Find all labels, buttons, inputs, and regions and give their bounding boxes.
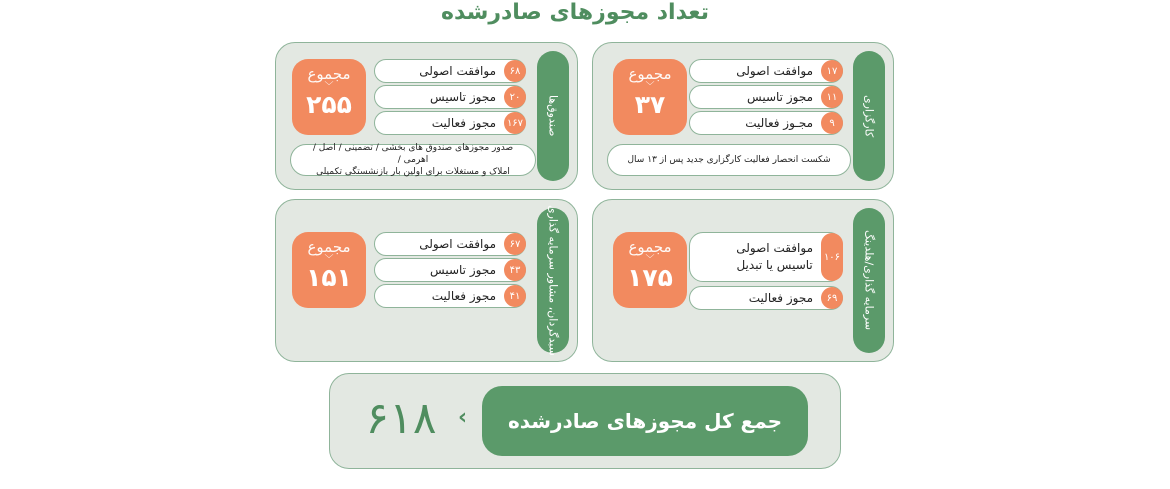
total-label: مجموع	[307, 65, 351, 83]
total-value: ۲۵۵	[306, 90, 352, 119]
card-portfolio-advisor-title: سبدگردان، مشاور سرمایه گذاری	[537, 208, 569, 353]
chevron-left-icon: ‹	[458, 405, 468, 430]
chevron-down-icon: ﹀	[324, 82, 334, 92]
total-box	[613, 59, 687, 135]
note-line-1: صدور مجوزهای صندوق های بخشی / تضمینی / اصل / اهرمی /	[312, 143, 514, 165]
row-activity-license	[689, 111, 843, 135]
count-badge: ۶۹	[821, 287, 843, 309]
page-title: تعداد مجوزهای صادرشده	[441, 0, 709, 25]
card-portfolio-advisor	[275, 199, 578, 362]
row-activity-license	[689, 286, 843, 310]
row-principal-approval	[374, 59, 526, 83]
card-funds	[275, 42, 578, 190]
count-badge: ۱۷	[821, 60, 843, 82]
total-label: مجموع	[307, 238, 351, 256]
card-funds-title: صندوق‌ها	[537, 51, 569, 181]
count-badge: ۶۷	[504, 233, 526, 255]
row-establishment-license	[374, 258, 526, 282]
card-brokerage-title: کارگزاری	[853, 51, 885, 181]
row-principal-approval	[689, 59, 843, 83]
note-line-2: املاک و مستغلات برای اولین بار بازنشستگی تکمیلی	[316, 167, 510, 177]
row-label: مجوز تاسیس	[430, 263, 496, 277]
row-principal-approval	[374, 232, 526, 256]
count-badge: ۴۳	[504, 259, 526, 281]
summary-label: جمع کل مجوزهای صادرشده	[482, 386, 808, 456]
chevron-down-icon: ﹀	[324, 255, 334, 265]
count-badge: ۹	[821, 112, 843, 134]
total-box	[613, 232, 687, 308]
count-badge: ۲۰	[504, 86, 526, 108]
total-value: ۱۷۵	[627, 263, 673, 292]
count-badge: ۱۶۷	[504, 112, 526, 134]
total-box	[292, 232, 366, 308]
card-brokerage	[592, 42, 894, 190]
count-badge: ۶۸	[504, 60, 526, 82]
total-value: ۳۷	[634, 90, 666, 119]
row-establishment-license	[689, 85, 843, 109]
row-activity-license	[374, 111, 526, 135]
total-value: ۱۵۱	[306, 263, 352, 292]
row-label: موافقت اصولی	[419, 64, 496, 78]
total-label: مجموع	[628, 65, 672, 83]
row-activity-license	[374, 284, 526, 308]
card-note	[290, 144, 536, 176]
row-label	[736, 240, 813, 274]
row-label: مجوز فعالیت	[748, 291, 813, 305]
row-label: موافقت اصولی	[419, 237, 496, 251]
row-principal-approval	[689, 232, 843, 282]
grand-total-value: ۶۱۸	[365, 393, 437, 444]
count-badge: ۴۱	[504, 285, 526, 307]
total-label: مجموع	[628, 238, 672, 256]
card-note: شکست انحصار فعالیت کارگزاری جدید پس از ۱۳ سال	[607, 144, 851, 176]
chevron-down-icon: ﹀	[645, 82, 655, 92]
row-establishment-license	[374, 85, 526, 109]
row-label: مجـوز فعالیت	[745, 116, 813, 130]
card-investment-holding-title: سرمایه گذاری/هلدینگ	[853, 208, 885, 353]
row-label: مجوز تاسیس	[430, 90, 496, 104]
chevron-down-icon: ﹀	[645, 255, 655, 265]
count-badge: ۱۱	[821, 86, 843, 108]
row-label: مجوز فعالیت	[431, 289, 496, 303]
row-label: مجوز فعالیت	[431, 116, 496, 130]
count-badge: ۱۰۶	[821, 233, 843, 281]
row-label: موافقت اصولی	[736, 64, 813, 78]
row-label: مجوز تاسیس	[747, 90, 813, 104]
row-label-line-1: موافقت اصولی	[736, 241, 813, 255]
total-box	[292, 59, 366, 135]
row-label-line-2: تاسیس یا تبدیل	[736, 258, 813, 272]
card-investment-holding	[592, 199, 894, 362]
